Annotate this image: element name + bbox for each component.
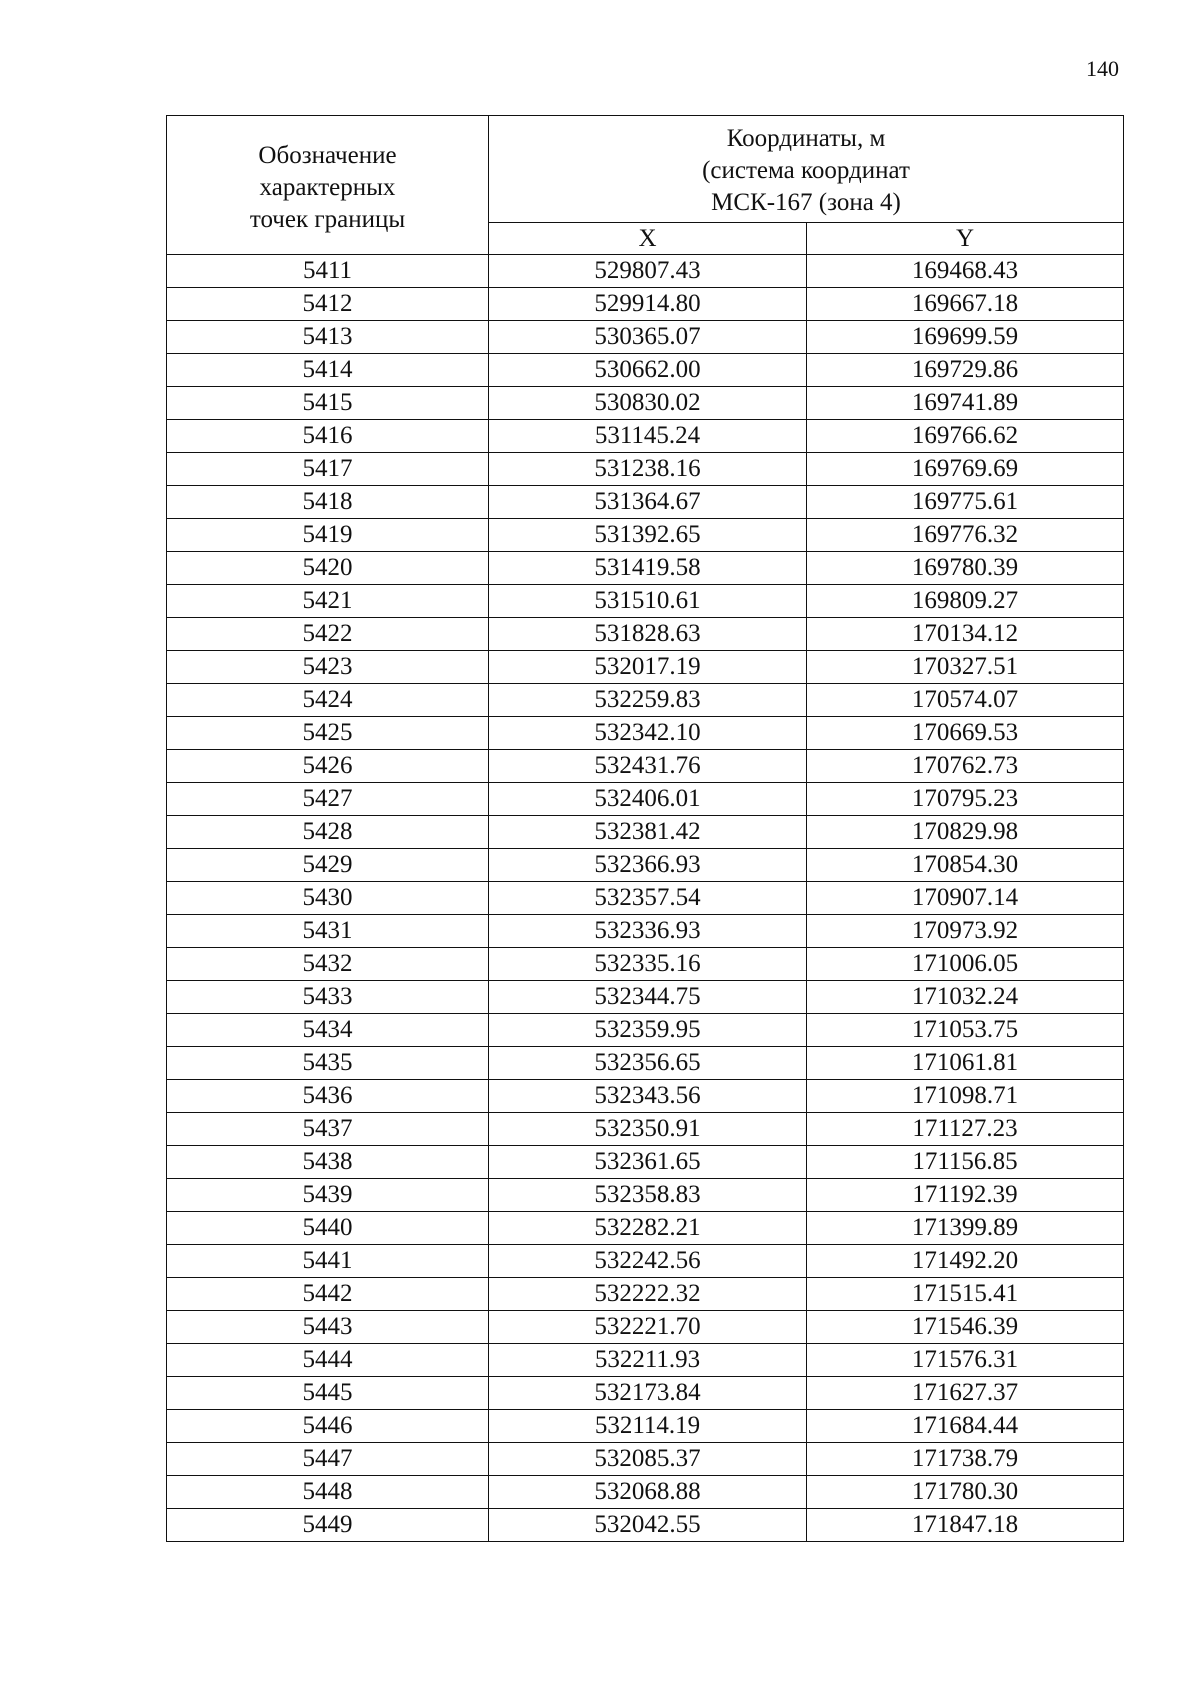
point-cell: 5441 (167, 1245, 489, 1278)
x-cell: 532211.93 (489, 1344, 807, 1377)
y-cell: 170907.14 (807, 882, 1124, 915)
point-cell: 5448 (167, 1476, 489, 1509)
y-cell: 171847.18 (807, 1509, 1124, 1542)
x-cell: 532381.42 (489, 816, 807, 849)
point-cell: 5421 (167, 585, 489, 618)
y-cell: 171546.39 (807, 1311, 1124, 1344)
y-cell: 171399.89 (807, 1212, 1124, 1245)
point-cell: 5412 (167, 288, 489, 321)
x-cell: 532114.19 (489, 1410, 807, 1443)
x-cell: 532085.37 (489, 1443, 807, 1476)
table-row (167, 1344, 1124, 1377)
x-cell: 532335.16 (489, 948, 807, 981)
table-row (167, 783, 1124, 816)
point-cell: 5439 (167, 1179, 489, 1212)
coordinates-table (166, 115, 1124, 1542)
point-cell: 5444 (167, 1344, 489, 1377)
y-cell: 171006.05 (807, 948, 1124, 981)
y-cell: 171098.71 (807, 1080, 1124, 1113)
x-cell: 531510.61 (489, 585, 807, 618)
table-row (167, 321, 1124, 354)
y-cell: 169729.86 (807, 354, 1124, 387)
table-row (167, 552, 1124, 585)
x-cell: 531364.67 (489, 486, 807, 519)
point-cell: 5420 (167, 552, 489, 585)
coordinates-header-line: Координаты, м (726, 125, 886, 153)
y-cell: 171627.37 (807, 1377, 1124, 1410)
x-cell: 530365.07 (489, 321, 807, 354)
table-row (167, 1278, 1124, 1311)
point-cell: 5413 (167, 321, 489, 354)
table-row (167, 684, 1124, 717)
y-cell: 169809.27 (807, 585, 1124, 618)
point-cell: 5432 (167, 948, 489, 981)
table-row (167, 519, 1124, 552)
coordinates-header-line: МСК-167 (зона 4) (711, 189, 901, 217)
designation-header-line: точек границы (249, 206, 406, 233)
page-number: 140 (1086, 56, 1119, 81)
point-cell: 5433 (167, 981, 489, 1014)
point-cell: 5449 (167, 1509, 489, 1542)
table-row (167, 717, 1124, 750)
x-cell: 531828.63 (489, 618, 807, 651)
table-row (167, 882, 1124, 915)
y-cell: 170762.73 (807, 750, 1124, 783)
x-cell: 532357.54 (489, 882, 807, 915)
y-cell: 171061.81 (807, 1047, 1124, 1080)
y-cell: 170854.30 (807, 849, 1124, 882)
x-cell: 532361.65 (489, 1146, 807, 1179)
x-cell: 532344.75 (489, 981, 807, 1014)
table-body (167, 255, 1124, 1542)
y-cell: 169468.43 (807, 255, 1124, 288)
y-cell: 171684.44 (807, 1410, 1124, 1443)
table-row (167, 255, 1124, 288)
point-cell: 5427 (167, 783, 489, 816)
coordinates-header (489, 116, 1124, 223)
table-row (167, 1080, 1124, 1113)
table-row (167, 1212, 1124, 1245)
y-cell: 170134.12 (807, 618, 1124, 651)
y-column-header: Y (807, 223, 1124, 255)
y-cell: 170574.07 (807, 684, 1124, 717)
table-row (167, 915, 1124, 948)
point-cell: 5426 (167, 750, 489, 783)
table-row (167, 1245, 1124, 1278)
y-cell: 170973.92 (807, 915, 1124, 948)
table-row (167, 618, 1124, 651)
table-row (167, 1476, 1124, 1509)
y-cell: 171053.75 (807, 1014, 1124, 1047)
x-cell: 532042.55 (489, 1509, 807, 1542)
y-cell: 169667.18 (807, 288, 1124, 321)
table-row (167, 1377, 1124, 1410)
x-cell: 531238.16 (489, 453, 807, 486)
point-cell: 5440 (167, 1212, 489, 1245)
table-row (167, 453, 1124, 486)
point-cell: 5424 (167, 684, 489, 717)
point-cell: 5416 (167, 420, 489, 453)
point-cell: 5437 (167, 1113, 489, 1146)
y-cell: 169769.69 (807, 453, 1124, 486)
x-cell: 532350.91 (489, 1113, 807, 1146)
table-row (167, 1311, 1124, 1344)
table-row (167, 1014, 1124, 1047)
y-cell: 171738.79 (807, 1443, 1124, 1476)
table-row (167, 1146, 1124, 1179)
table-row (167, 1509, 1124, 1542)
x-cell: 529807.43 (489, 255, 807, 288)
x-column-header: X (489, 223, 807, 255)
point-cell: 5438 (167, 1146, 489, 1179)
x-cell: 532359.95 (489, 1014, 807, 1047)
x-cell: 532366.93 (489, 849, 807, 882)
point-cell: 5442 (167, 1278, 489, 1311)
designation-header (167, 116, 489, 255)
point-cell: 5417 (167, 453, 489, 486)
point-cell: 5423 (167, 651, 489, 684)
table-row (167, 288, 1124, 321)
designation-header-line: характерных (259, 174, 396, 201)
y-cell: 169776.32 (807, 519, 1124, 552)
x-cell: 531145.24 (489, 420, 807, 453)
x-cell: 532221.70 (489, 1311, 807, 1344)
point-cell: 5447 (167, 1443, 489, 1476)
point-cell: 5422 (167, 618, 489, 651)
table-row (167, 420, 1124, 453)
y-cell: 169741.89 (807, 387, 1124, 420)
table-row (167, 585, 1124, 618)
y-cell: 171192.39 (807, 1179, 1124, 1212)
y-cell: 171127.23 (807, 1113, 1124, 1146)
point-cell: 5431 (167, 915, 489, 948)
y-cell: 170327.51 (807, 651, 1124, 684)
x-cell: 532222.32 (489, 1278, 807, 1311)
table-row (167, 651, 1124, 684)
y-cell: 170795.23 (807, 783, 1124, 816)
x-cell: 529914.80 (489, 288, 807, 321)
point-cell: 5415 (167, 387, 489, 420)
y-cell: 171156.85 (807, 1146, 1124, 1179)
table-row (167, 387, 1124, 420)
point-cell: 5436 (167, 1080, 489, 1113)
x-cell: 530830.02 (489, 387, 807, 420)
x-cell: 530662.00 (489, 354, 807, 387)
point-cell: 5414 (167, 354, 489, 387)
y-cell: 171032.24 (807, 981, 1124, 1014)
x-cell: 532068.88 (489, 1476, 807, 1509)
table-row (167, 1113, 1124, 1146)
point-cell: 5434 (167, 1014, 489, 1047)
point-cell: 5419 (167, 519, 489, 552)
x-cell: 532343.56 (489, 1080, 807, 1113)
point-cell: 5429 (167, 849, 489, 882)
point-cell: 5445 (167, 1377, 489, 1410)
table-row (167, 1410, 1124, 1443)
table-row (167, 486, 1124, 519)
x-cell: 532342.10 (489, 717, 807, 750)
table-row (167, 354, 1124, 387)
y-cell: 169775.61 (807, 486, 1124, 519)
x-cell: 532242.56 (489, 1245, 807, 1278)
table-row (167, 1443, 1124, 1476)
point-cell: 5443 (167, 1311, 489, 1344)
x-cell: 531419.58 (489, 552, 807, 585)
point-cell: 5428 (167, 816, 489, 849)
y-cell: 169766.62 (807, 420, 1124, 453)
table-header (167, 116, 1124, 255)
table-row (167, 981, 1124, 1014)
x-cell: 532259.83 (489, 684, 807, 717)
table-row (167, 1179, 1124, 1212)
point-cell: 5411 (167, 255, 489, 288)
x-cell: 532358.83 (489, 1179, 807, 1212)
designation-header-line: Обозначение (258, 142, 397, 169)
point-cell: 5425 (167, 717, 489, 750)
coordinates-header-line: (система координат (702, 157, 910, 185)
x-cell: 532282.21 (489, 1212, 807, 1245)
x-cell: 532406.01 (489, 783, 807, 816)
point-cell: 5446 (167, 1410, 489, 1443)
y-cell: 171576.31 (807, 1344, 1124, 1377)
x-cell: 532356.65 (489, 1047, 807, 1080)
x-cell: 531392.65 (489, 519, 807, 552)
x-cell: 532431.76 (489, 750, 807, 783)
y-cell: 171515.41 (807, 1278, 1124, 1311)
table-row (167, 816, 1124, 849)
point-cell: 5418 (167, 486, 489, 519)
y-cell: 171780.30 (807, 1476, 1124, 1509)
x-cell: 532173.84 (489, 1377, 807, 1410)
table-row (167, 849, 1124, 882)
y-cell: 170669.53 (807, 717, 1124, 750)
point-cell: 5430 (167, 882, 489, 915)
y-cell: 169699.59 (807, 321, 1124, 354)
table-row (167, 948, 1124, 981)
table-row (167, 750, 1124, 783)
y-cell: 170829.98 (807, 816, 1124, 849)
x-cell: 532336.93 (489, 915, 807, 948)
table-row (167, 1047, 1124, 1080)
y-cell: 171492.20 (807, 1245, 1124, 1278)
point-cell: 5435 (167, 1047, 489, 1080)
y-cell: 169780.39 (807, 552, 1124, 585)
x-cell: 532017.19 (489, 651, 807, 684)
